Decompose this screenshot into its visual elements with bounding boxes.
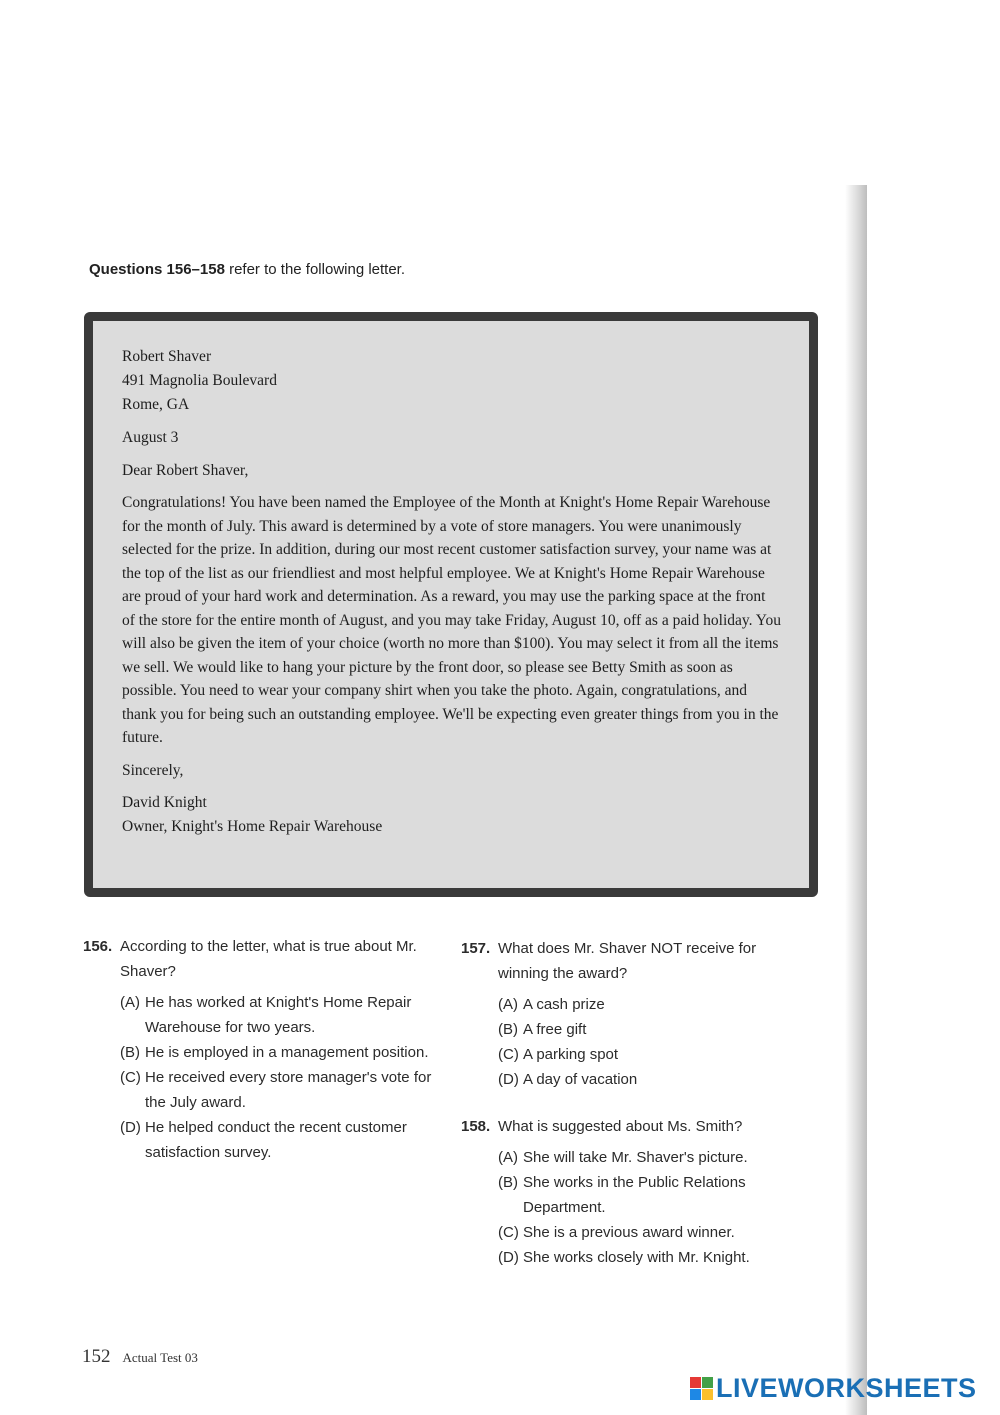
question-157 bbox=[461, 936, 791, 1092]
answer-option[interactable]: (A) A cash prize bbox=[498, 996, 605, 1013]
page-footer-title: Actual Test 03 bbox=[122, 1350, 198, 1365]
answer-option[interactable]: (C) He received every store manager's vote for the July award. bbox=[120, 1069, 432, 1111]
address-line: 491 Magnolia Boulevard bbox=[122, 372, 277, 389]
answer-option[interactable]: (A) She will take Mr. Shaver's picture. bbox=[498, 1149, 748, 1166]
signer-title: Owner, Knight's Home Repair Warehouse bbox=[122, 817, 383, 835]
answer-option[interactable]: (B) He is employed in a management position. bbox=[120, 1044, 429, 1061]
answer-option[interactable]: (D) He helped conduct the recent customer satisfaction survey. bbox=[120, 1119, 407, 1161]
logo-square bbox=[702, 1377, 713, 1388]
page-footer bbox=[82, 1346, 198, 1368]
answer-option[interactable]: (D) A day of vacation bbox=[498, 1071, 638, 1088]
question-number: 158. bbox=[461, 1118, 491, 1135]
letter-date: August 3 bbox=[122, 429, 179, 446]
liveworksheets-logo bbox=[690, 1373, 977, 1404]
recipient-address bbox=[122, 345, 782, 417]
letter bbox=[122, 345, 782, 838]
answer-option[interactable]: (B) She works in the Public Relations Department. bbox=[498, 1174, 746, 1216]
answer-option[interactable]: (B) A free gift bbox=[498, 1021, 587, 1038]
logo-mark-icon bbox=[690, 1377, 713, 1400]
page-binding-shadow bbox=[845, 185, 867, 1415]
page-number: 152 bbox=[82, 1346, 111, 1367]
answer-option[interactable]: (C) A parking spot bbox=[498, 1046, 619, 1063]
question-column-left bbox=[83, 934, 438, 1181]
logo-square bbox=[702, 1389, 713, 1400]
question-158 bbox=[461, 1114, 791, 1270]
question-number: 157. bbox=[461, 940, 491, 957]
intro-rest: refer to the following letter. bbox=[224, 261, 406, 278]
logo-text: LIVEWORKSHEETS bbox=[716, 1373, 977, 1403]
logo-square bbox=[690, 1377, 701, 1388]
address-line: Rome, GA bbox=[122, 396, 190, 413]
answer-option[interactable]: (A) He has worked at Knight's Home Repair Warehouse for two years. bbox=[120, 994, 412, 1036]
logo-square bbox=[690, 1389, 701, 1400]
letter-body: Congratulations! You have been named the Employee of the Month at Knight's Home Repair Warehouse for the month of July. This award is determined by a vote of store managers. You were unanimously selected for the prize. In addition, during our most recent customer satisfaction survey, your name was at the top of the list as our friendliest and most helpful employee. We at Knight's Home Repair Warehouse are proud of your hard work and determination. As a reward, you may use the parking space at the front of the store for the entire month of August, and you may take Friday, August 10, off as a paid holiday. You will also be given the item of your choice (worth no more than $100). You may select it from all the items we sell. We would like to hang your picture by the front door, so please see Betty Smith as soon as possible. You need to wear your company shirt when you take the photo. Again, congratulations, and thank you for being such an outstanding employee. We'll be expecting even greater things from you in the future. bbox=[122, 494, 781, 746]
signature-block bbox=[122, 791, 782, 838]
question-text: What is suggested about Ms. Smith? bbox=[498, 1118, 743, 1135]
signer-name: David Knight bbox=[122, 794, 207, 811]
question-text: According to the letter, what is true about Mr. Shaver? bbox=[120, 938, 417, 980]
answer-option[interactable]: (C) She is a previous award winner. bbox=[498, 1224, 735, 1241]
address-line: Robert Shaver bbox=[122, 348, 212, 365]
letter-closing: Sincerely, bbox=[122, 761, 184, 779]
answer-option[interactable]: (D) She works closely with Mr. Knight. bbox=[498, 1249, 750, 1266]
letter-salutation: Dear Robert Shaver, bbox=[122, 461, 249, 479]
question-156 bbox=[83, 934, 438, 1165]
question-text: What does Mr. Shaver NOT receive for winning the award? bbox=[498, 940, 757, 982]
question-number: 156. bbox=[83, 938, 113, 955]
questions-intro bbox=[89, 261, 405, 278]
intro-question-range: Questions 156–158 bbox=[89, 261, 225, 278]
question-column-right bbox=[461, 936, 791, 1286]
